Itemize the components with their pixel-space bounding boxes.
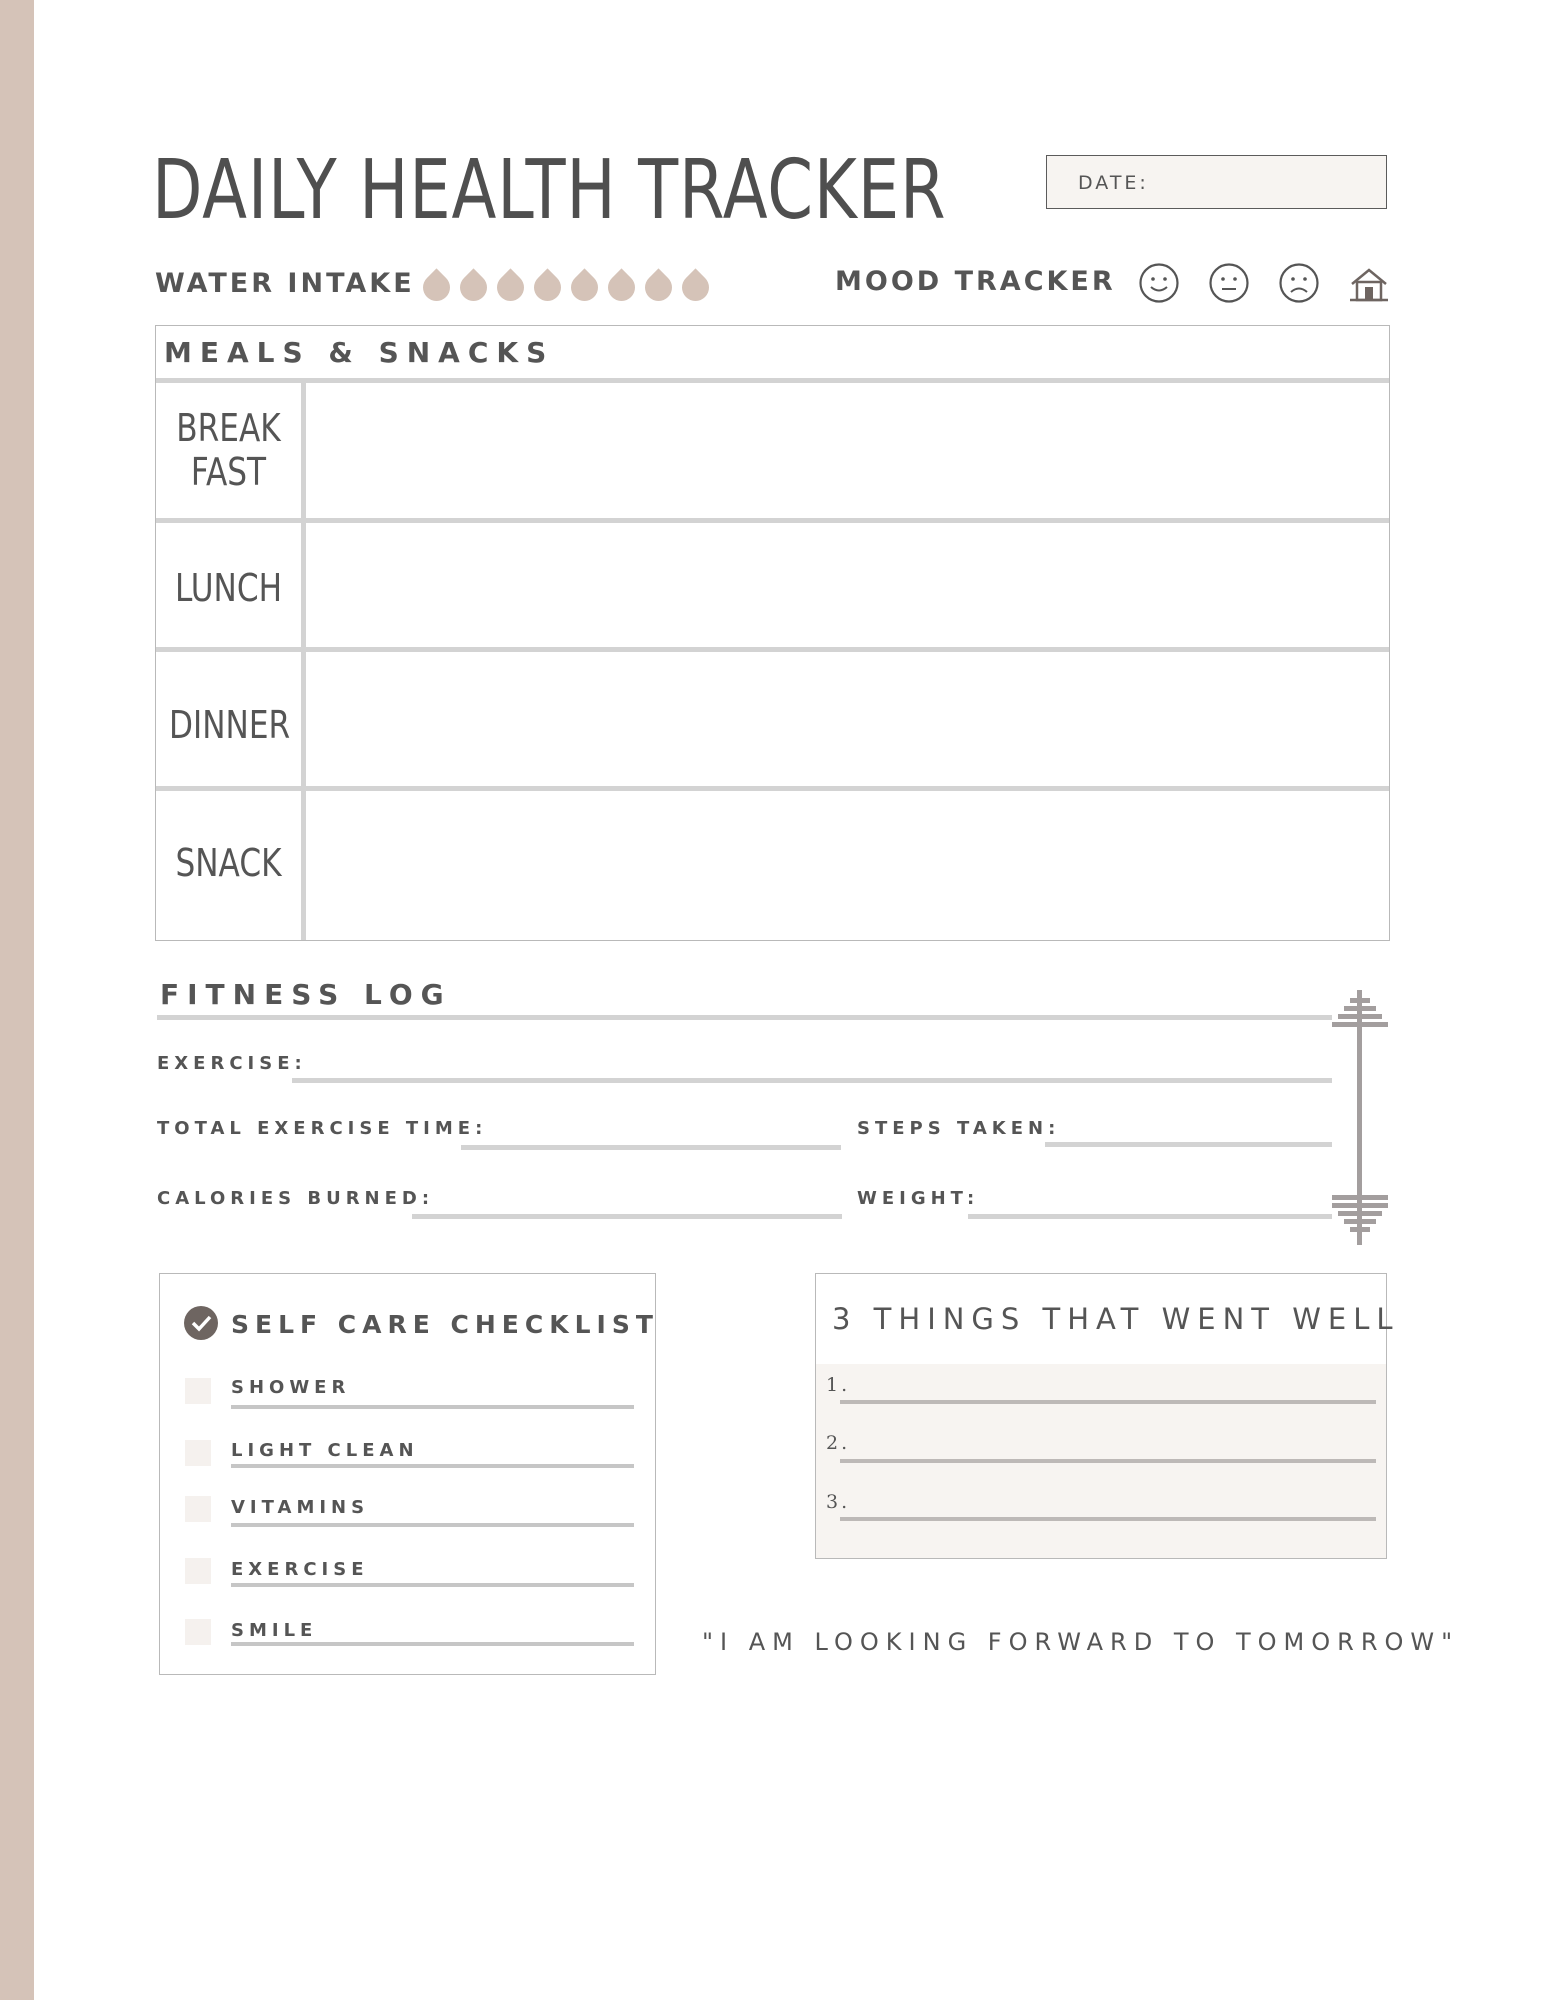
- good-thing-2-field[interactable]: [840, 1459, 1376, 1463]
- dinner-field[interactable]: [306, 652, 1389, 786]
- good-thing-1-field[interactable]: [840, 1400, 1376, 1404]
- checklist-item-label: SHOWER: [231, 1377, 351, 1398]
- meals-table: [155, 325, 1390, 941]
- barbell-icon: [1330, 990, 1390, 1245]
- affirmation-quote: "I AM LOOKING FORWARD TO TOMORROW": [702, 1628, 1460, 1656]
- total-exercise-time-field[interactable]: [461, 1145, 841, 1150]
- calories-burned-label: CALORIES BURNED:: [157, 1188, 435, 1209]
- water-drop-icon[interactable]: [528, 268, 566, 306]
- three-things-box: [815, 1273, 1400, 1559]
- water-drops: [423, 262, 709, 301]
- three-things-title: 3 THINGS THAT WENT WELL: [832, 1302, 1400, 1336]
- divider: [231, 1583, 634, 1587]
- divider: [231, 1405, 634, 1409]
- neutral-face-icon[interactable]: [1208, 262, 1250, 304]
- breakfast-field[interactable]: [306, 383, 1389, 518]
- checklist-item-label: VITAMINS: [231, 1497, 370, 1518]
- accent-sidebar: [0, 0, 34, 2000]
- checkbox-exercise[interactable]: [185, 1558, 211, 1584]
- water-drop-icon[interactable]: [491, 268, 529, 306]
- mood-options: [1138, 262, 1390, 304]
- meals-title: MEALS & SNACKS: [164, 336, 555, 369]
- checkbox-light-clean[interactable]: [185, 1440, 211, 1466]
- checkmark-icon: [184, 1306, 218, 1340]
- date-field[interactable]: [1046, 155, 1387, 209]
- weight-field[interactable]: [968, 1214, 1332, 1219]
- happy-face-icon[interactable]: [1138, 262, 1180, 304]
- snack-field[interactable]: [306, 791, 1389, 940]
- steps-taken-label: STEPS TAKEN:: [857, 1118, 1061, 1139]
- self-care-checklist: [159, 1273, 659, 1675]
- date-label: DATE:: [1078, 172, 1149, 194]
- water-drop-icon[interactable]: [602, 268, 640, 306]
- lunch-field[interactable]: [306, 523, 1389, 647]
- total-exercise-time-label: TOTAL EXERCISE TIME:: [157, 1118, 488, 1139]
- self-care-title: SELF CARE CHECKLIST: [231, 1310, 659, 1339]
- three-things-panel: [816, 1364, 1386, 1558]
- calories-burned-field[interactable]: [412, 1214, 842, 1219]
- exercise-label: EXERCISE:: [157, 1053, 307, 1074]
- item-number: 3.: [826, 1491, 851, 1513]
- lunch-label: LUNCH: [174, 566, 283, 610]
- divider: [157, 1015, 1332, 1020]
- water-intake-label: WATER INTAKE: [155, 268, 415, 299]
- fitness-log-title: FITNESS LOG: [160, 978, 452, 1011]
- item-number: 2.: [826, 1432, 851, 1454]
- checkbox-shower[interactable]: [185, 1378, 211, 1404]
- house-icon[interactable]: [1348, 262, 1390, 304]
- checklist-item-label: EXERCISE: [231, 1559, 369, 1580]
- divider: [231, 1642, 634, 1646]
- breakfast-label: BREAK FAST: [176, 406, 281, 494]
- sad-face-icon[interactable]: [1278, 262, 1320, 304]
- dinner-label: DINNER: [169, 703, 291, 747]
- checklist-item-label: SMILE: [231, 1620, 318, 1641]
- page-title: DAILY HEALTH TRACKER: [152, 143, 947, 238]
- water-drop-icon[interactable]: [454, 268, 492, 306]
- divider: [231, 1464, 634, 1468]
- mood-tracker-label: MOOD TRACKER: [835, 266, 1116, 297]
- water-drop-icon[interactable]: [639, 268, 677, 306]
- divider: [231, 1523, 634, 1527]
- snack-label: SNACK: [175, 841, 282, 885]
- item-number: 1.: [826, 1374, 851, 1396]
- weight-label: WEIGHT:: [857, 1188, 980, 1209]
- good-thing-3-field[interactable]: [840, 1517, 1376, 1521]
- water-drop-icon[interactable]: [676, 268, 714, 306]
- steps-taken-field[interactable]: [1045, 1142, 1332, 1147]
- water-drop-icon[interactable]: [417, 268, 455, 306]
- water-drop-icon[interactable]: [565, 268, 603, 306]
- checkbox-smile[interactable]: [185, 1619, 211, 1645]
- checklist-item-label: LIGHT CLEAN: [231, 1440, 419, 1461]
- checkbox-vitamins[interactable]: [185, 1496, 211, 1522]
- exercise-field[interactable]: [292, 1078, 1332, 1083]
